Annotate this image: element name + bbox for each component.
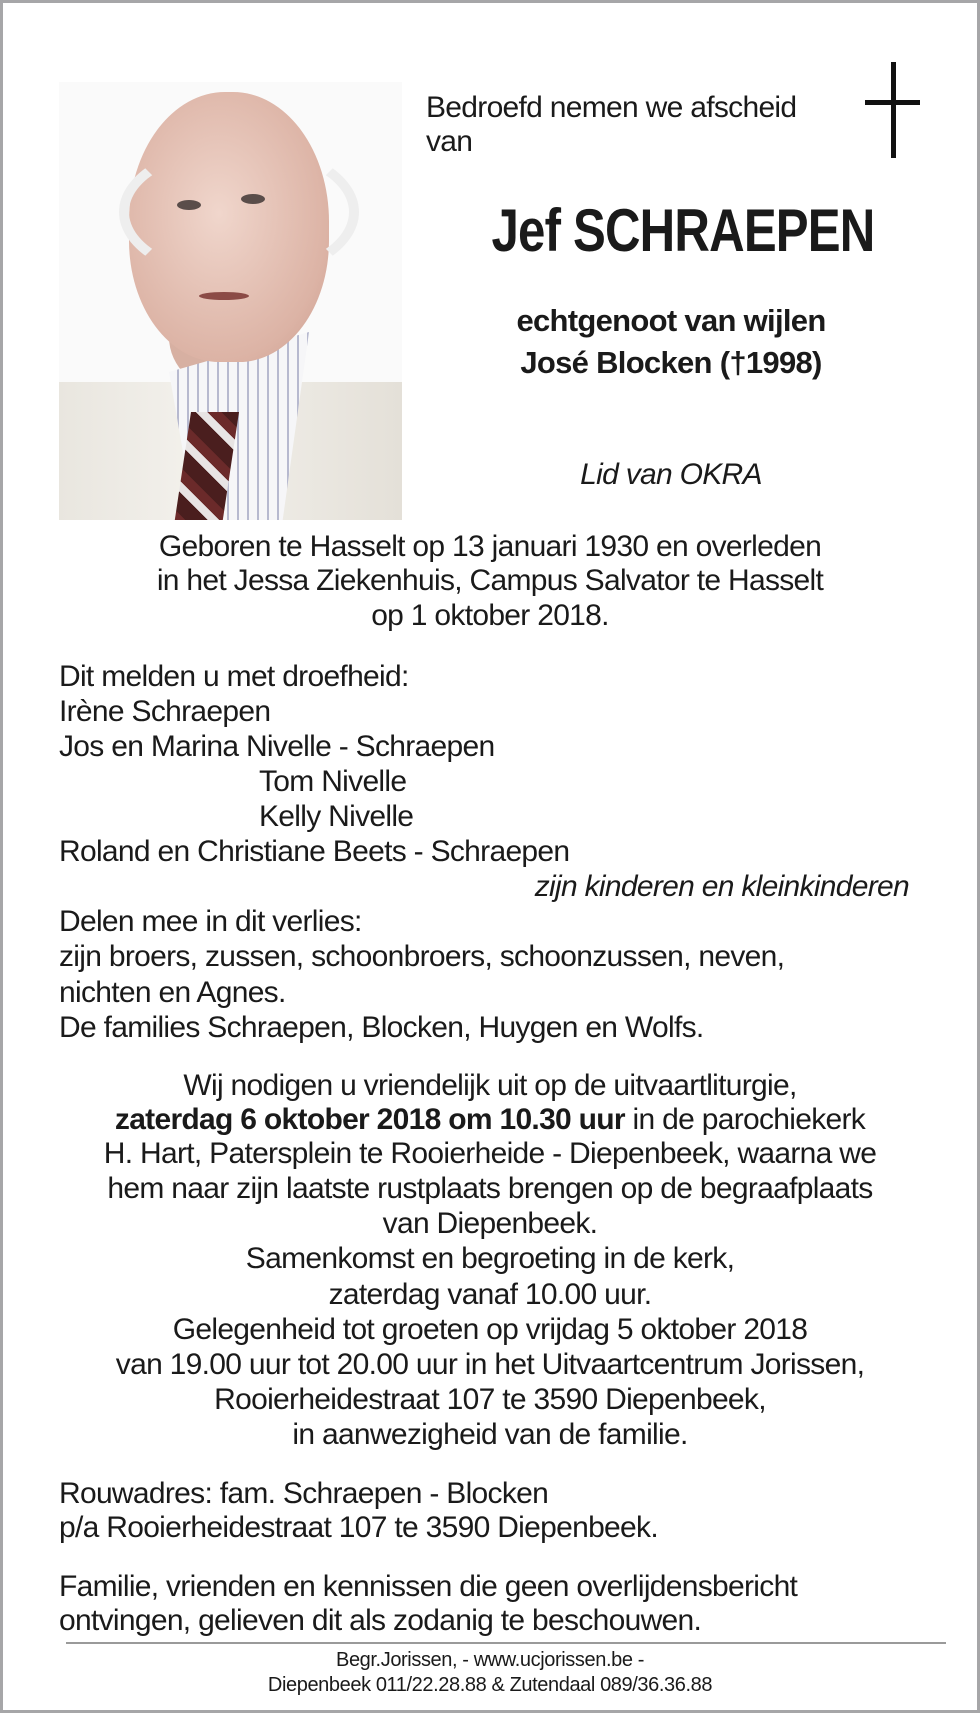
intro-line: van xyxy=(426,125,473,158)
ceremony-line: hem naar zijn laatste rustplaats brengen op de begraafplaats xyxy=(107,1172,873,1205)
footer-line: Begr.Jorissen, - www.ucjorissen.be - xyxy=(336,1649,644,1671)
ceremony-line: van 19.00 uur tot 20.00 uur in het Uitvaartcentrum Jorissen, xyxy=(115,1348,865,1381)
cross-vertical xyxy=(891,62,896,158)
footer-divider xyxy=(66,1642,946,1644)
portrait-photo xyxy=(59,82,402,520)
cross-horizontal xyxy=(865,100,920,105)
ceremony-line: van Diepenbeek. xyxy=(382,1207,598,1240)
footer-line: Diepenbeek 011/22.28.88 & Zutendaal 089/36.36.88 xyxy=(267,1674,713,1696)
child-name: Irène Schraepen xyxy=(59,695,271,728)
intro-line: Bedroefd nemen we afscheid xyxy=(426,91,797,124)
children-label: zijn kinderen en kleinkinderen xyxy=(534,870,909,903)
spouse-line: echtgenoot van wijlen xyxy=(516,303,826,338)
ceremony-line: Samenkomst en begroeting in de kerk, xyxy=(245,1242,735,1275)
ceremony-date-line xyxy=(0,1102,980,1137)
ceremony-line: zaterdag vanaf 10.00 uur. xyxy=(328,1278,652,1311)
photo-hair xyxy=(119,142,359,282)
ceremony-date: zaterdag 6 oktober 2018 om 10.30 uur xyxy=(114,1103,625,1136)
photo-eye xyxy=(241,194,265,204)
child-name: Jos en Marina Nivelle - Schraepen xyxy=(59,730,495,763)
spouse-line: José Blocken (†1998) xyxy=(520,345,822,380)
membership: Lid van OKRA xyxy=(580,458,762,491)
grandchild-name: Kelly Nivelle xyxy=(259,800,414,833)
address-line: Rouwadres: fam. Schraepen - Blocken xyxy=(59,1477,549,1510)
ceremony-line: Rooierheidestraat 107 te 3590 Diepenbeek, xyxy=(214,1383,766,1416)
ceremony-line: Gelegenheid tot groeten op vrijdag 5 oktober 2018 xyxy=(172,1313,808,1346)
notice-line: Familie, vrienden en kennissen die geen overlijdensbericht xyxy=(59,1570,798,1603)
share-line: zijn broers, zussen, schoonbroers, schoonzussen, neven, xyxy=(59,940,785,973)
ceremony-line: Wij nodigen u vriendelijk uit op de uitvaartliturgie, xyxy=(183,1069,797,1102)
share-line: Delen mee in dit verlies: xyxy=(59,905,362,938)
share-line: De families Schraepen, Blocken, Huygen en Wolfs. xyxy=(59,1011,704,1044)
photo-mouth xyxy=(199,292,249,300)
ceremony-place: in de parochiekerk xyxy=(624,1103,866,1136)
notice-line: ontvingen, gelieven dit als zodanig te beschouwen. xyxy=(59,1604,702,1637)
share-line: nichten en Agnes. xyxy=(59,976,286,1009)
ceremony-line: in aanwezigheid van de familie. xyxy=(292,1418,688,1451)
birth-line: op 1 oktober 2018. xyxy=(371,599,609,632)
family-intro: Dit melden u met droefheid: xyxy=(59,660,409,693)
deceased-name: Jef SCHRAEPEN xyxy=(491,197,875,264)
ceremony-line: H. Hart, Patersplein te Rooierheide - Diepenbeek, waarna we xyxy=(103,1137,877,1170)
birth-line: Geboren te Hasselt op 13 januari 1930 en overleden xyxy=(158,530,822,563)
photo-eye xyxy=(177,200,201,210)
birth-line: in het Jessa Ziekenhuis, Campus Salvator te Hasselt xyxy=(156,564,824,597)
address-line: p/a Rooierheidestraat 107 te 3590 Diepenbeek. xyxy=(59,1511,658,1544)
child-name: Roland en Christiane Beets - Schraepen xyxy=(59,835,570,868)
grandchild-name: Tom Nivelle xyxy=(259,765,407,798)
